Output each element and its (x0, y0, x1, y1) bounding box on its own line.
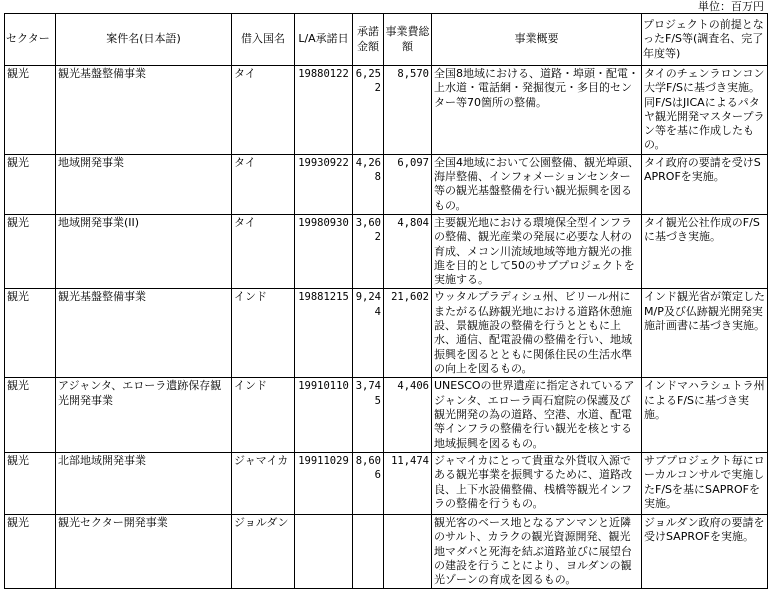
cell-total: 8,570 (384, 66, 432, 155)
cell-date: 19880122 (295, 66, 353, 155)
table-row (5, 514, 768, 588)
cell-country: タイ (232, 66, 295, 155)
cell-project-name: 観光セクター開発事業 (56, 514, 232, 588)
cell-premise: サブプロジェクト毎にローカルコンサルで実施したF/Sを基にSAPROFを実施。 (642, 452, 768, 514)
cell-premise: タイ観光公社作成のF/Sに基づき実施。 (642, 214, 768, 288)
cell-committed: 3,745 (353, 378, 384, 452)
cell-premise: インドマハラシュトラ州によるF/Sに基づき実施。 (642, 378, 768, 452)
cell-summary: 観光客のベース地となるアンマンと近隣のサルト、カラクの観光資源開発、観光地マダバと死海を結ぶ道路並びに展望台の建設を行うことにより、ヨルダンの観光ゾーンの育成を図るもの。 (432, 514, 642, 588)
cell-project-name: 地域開発事業(II) (56, 214, 232, 288)
cell-committed: 4,268 (353, 154, 384, 214)
cell-premise: インド観光省が策定したM/P及び仏跡観光開発実施計画書に基づき実施。 (642, 289, 768, 378)
cell-total: 4,804 (384, 214, 432, 288)
cell-country: ジョルダン (232, 514, 295, 588)
cell-summary: ウッタルプラディシュ州、ビリール州にまたがる仏跡観光地における道路休憩施設、景観施設の整備を行うとともに上水、通信、配電設備の整備を行い、地域振興を図るとともに関係住民の生活水準の向上を図るもの。 (432, 289, 642, 378)
cell-summary: 全国8地域における、道路・埠頭・配電・上水道・電話網・発掘復元・多目的センター等70箇所の整備。 (432, 66, 642, 155)
unit-label: 単位：百万円 (698, 0, 764, 13)
header-project-name: 案件名(日本語) (56, 14, 232, 66)
cell-committed: 9,244 (353, 289, 384, 378)
cell-summary: UNESCOの世界遺産に指定されているアジャンタ、エローラ両石窟院の保護及び観光開発の為の道路、空港、水道、配電等インフラの整備を行い観光を核とする地域振興を図るもの。 (432, 378, 642, 452)
cell-total: 6,097 (384, 154, 432, 214)
cell-project-name: アジャンタ、エローラ遺跡保存観光開発事業 (56, 378, 232, 452)
cell-committed: 3,602 (353, 214, 384, 288)
table-row (5, 289, 768, 378)
cell-premise: ジョルダン政府の要請を受けSAPROFを実施。 (642, 514, 768, 588)
header-la-date: L/A承諾日 (295, 14, 353, 66)
cell-project-name: 観光基盤整備事業 (56, 289, 232, 378)
cell-date: 19911029 (295, 452, 353, 514)
cell-sector: 観光 (5, 214, 56, 288)
cell-total (384, 514, 432, 588)
table-row (5, 214, 768, 288)
project-table (4, 13, 768, 589)
cell-sector: 観光 (5, 514, 56, 588)
cell-date: 19910110 (295, 378, 353, 452)
cell-sector: 観光 (5, 289, 56, 378)
cell-total: 4,406 (384, 378, 432, 452)
cell-premise: タイ政府の要請を受けSAPROFを実施。 (642, 154, 768, 214)
cell-country: インド (232, 378, 295, 452)
cell-premise: タイのチェンラロンコン大学F/Sに基づき実施。同F/SはJICAによるパタヤ観光開発マスタープラン等を基に作成したもの。 (642, 66, 768, 155)
cell-country: ジャマイカ (232, 452, 295, 514)
table-row (5, 452, 768, 514)
cell-country: タイ (232, 154, 295, 214)
cell-sector: 観光 (5, 66, 56, 155)
header-committed: 承諾金額 (353, 14, 384, 66)
cell-project-name: 地域開発事業 (56, 154, 232, 214)
table-row (5, 154, 768, 214)
header-summary: 事業概要 (432, 14, 642, 66)
header-row (5, 14, 768, 66)
cell-committed: 8,606 (353, 452, 384, 514)
cell-country: インド (232, 289, 295, 378)
cell-date: 19980930 (295, 214, 353, 288)
cell-total: 21,602 (384, 289, 432, 378)
header-sector: セクター (5, 14, 56, 66)
table-row (5, 66, 768, 155)
cell-total: 11,474 (384, 452, 432, 514)
cell-project-name: 観光基盤整備事業 (56, 66, 232, 155)
cell-summary: 全国4地域において公園整備、観光埠頭、海岸整備、インフォメーションセンター等の観光基盤整備を行い観光振興を図るもの。 (432, 154, 642, 214)
cell-sector: 観光 (5, 452, 56, 514)
cell-date (295, 514, 353, 588)
cell-project-name: 北部地域開発事業 (56, 452, 232, 514)
cell-committed: 6,252 (353, 66, 384, 155)
header-total-cost: 事業費総額 (384, 14, 432, 66)
cell-committed (353, 514, 384, 588)
cell-sector: 観光 (5, 378, 56, 452)
header-borrower: 借入国名 (232, 14, 295, 66)
cell-summary: ジャマイカにとって貴重な外貨収入源である観光事業を振興するために、道路改良、上下水設備整備、桟橋等観光インフラの整備を行うもの。 (432, 452, 642, 514)
cell-date: 19930922 (295, 154, 353, 214)
cell-date: 19881215 (295, 289, 353, 378)
table-row (5, 378, 768, 452)
header-premise: プロジェクトの前提となったF/S等(調査名、完了年度等) (642, 14, 768, 66)
cell-sector: 観光 (5, 154, 56, 214)
cell-country: タイ (232, 214, 295, 288)
cell-summary: 主要観光地における環境保全型インフラの整備、観光産業の発展に必要な人材の育成、メコン川流域地域等地方観光の推進を目的として50のサブプロジェクトを実施する。 (432, 214, 642, 288)
